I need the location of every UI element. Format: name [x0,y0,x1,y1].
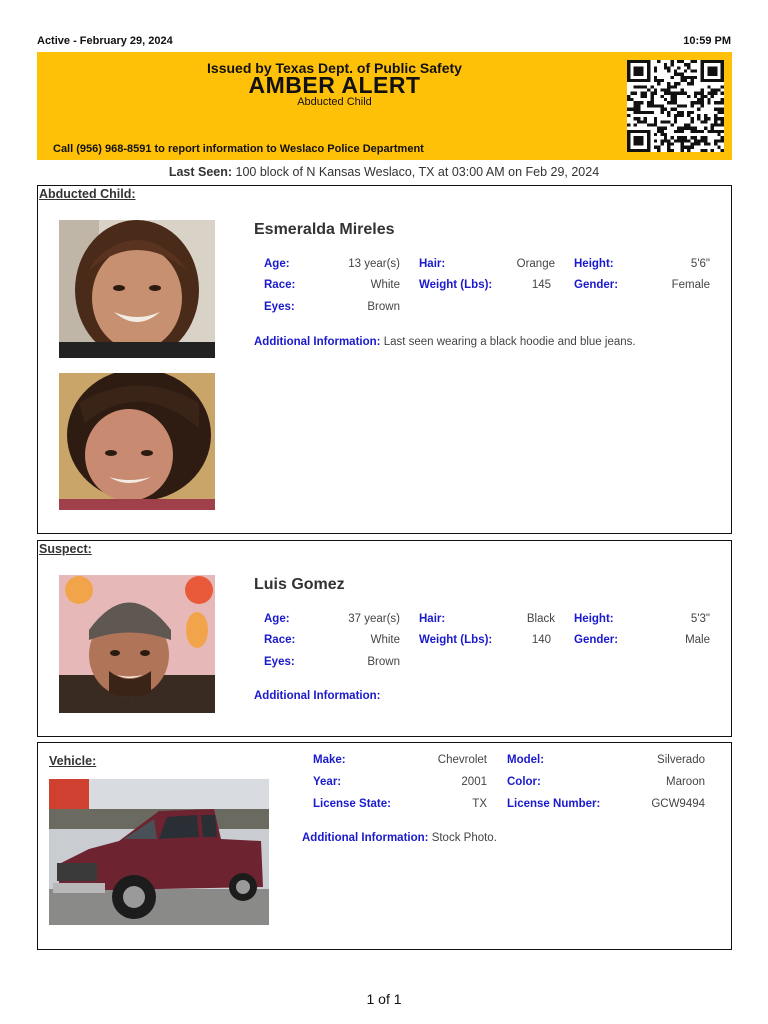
suspect-name: Luis Gomez [254,576,345,593]
child-weight: 145 [531,279,551,291]
suspect-height-label: Height: [574,613,614,625]
child-race-label: Race: [264,279,296,291]
suspect-eyes: Brown [367,656,400,668]
child-section-label: Abducted Child: [39,187,136,201]
suspect-age-label: Age: [264,613,290,625]
child-additional-info [254,336,636,348]
alert-subtitle: Abducted Child [297,96,372,108]
vehicle-make-label: Make: [313,754,346,766]
child-section [37,185,732,534]
status-date: Active - February 29, 2024 [37,35,173,47]
suspect-hair: Black [526,613,555,625]
vehicle-section [37,742,732,950]
child-hair-label: Hair: [419,258,446,270]
top-bar [37,35,731,49]
vehicle-additional-text: Stock Photo. [431,832,497,844]
suspect-eyes-label: Eyes: [264,656,295,668]
child-height-label: Height: [574,258,614,270]
suspect-gender: Male [685,634,710,646]
alert-banner [37,52,732,160]
child-additional-label: Additional Information: [254,336,381,348]
child-eyes-label: Eyes: [264,301,295,313]
last-seen [0,165,768,179]
last-seen-text: 100 block of N Kansas Weslaco, TX at 03:00 AM on Feb 29, 2024 [235,165,600,179]
suspect-weight-label: Weight (Lbs): [419,634,493,646]
child-eyes: Brown [367,301,400,313]
suspect-height: 5'3" [690,613,710,625]
suspect-race: White [370,634,400,646]
child-race: White [370,279,400,291]
child-photo-1 [59,220,215,358]
alert-title: AMBER ALERT [248,72,421,98]
child-weight-label: Weight (Lbs): [419,279,493,291]
child-age: 13 year(s) [348,258,400,270]
vehicle-section-label: Vehicle: [49,754,97,768]
suspect-age: 37 year(s) [348,613,400,625]
vehicle-year-label: Year: [313,776,342,788]
child-hair: Orange [516,258,555,270]
vehicle-model-label: Model: [507,754,545,766]
vehicle-plate: GCW9494 [651,798,705,810]
qr-code-icon[interactable] [627,60,724,152]
last-seen-label: Last Seen: [168,165,233,179]
suspect-hair-label: Hair: [419,613,446,625]
suspect-additional-label: Additional Information: [254,690,381,702]
vehicle-color: Maroon [666,776,705,788]
vehicle-additional-info [302,832,497,844]
call-instructions: Call (956) 968-8591 to report information to Weslaco Police Department [53,143,424,155]
vehicle-photo [49,779,269,925]
child-age-label: Age: [264,258,290,270]
vehicle-state-label: License State: [313,798,391,810]
vehicle-state: TX [472,798,487,810]
child-additional-text: Last seen wearing a black hoodie and blue jeans. [383,336,636,348]
suspect-weight: 140 [531,634,551,646]
child-photo-2 [59,373,215,510]
suspect-additional-info [254,690,380,702]
time-stamp: 10:59 PM [683,35,731,47]
vehicle-model: Silverado [657,754,705,766]
suspect-section-label: Suspect: [39,542,92,556]
vehicle-plate-label: License Number: [507,798,601,810]
vehicle-color-label: Color: [507,776,541,788]
vehicle-additional-label: Additional Information: [302,832,429,844]
suspect-race-label: Race: [264,634,296,646]
suspect-section [37,540,732,737]
issuer: Issued by Texas Dept. of Public Safety [207,60,462,76]
vehicle-year: 2001 [461,776,487,788]
suspect-photo [59,575,215,713]
child-name: Esmeralda Mireles [254,221,395,238]
child-height: 5'6" [690,258,710,270]
page-number: 1 of 1 [366,991,402,1007]
suspect-gender-label: Gender: [574,634,619,646]
child-gender-label: Gender: [574,279,619,291]
vehicle-make: Chevrolet [437,754,487,766]
child-gender: Female [671,279,710,291]
